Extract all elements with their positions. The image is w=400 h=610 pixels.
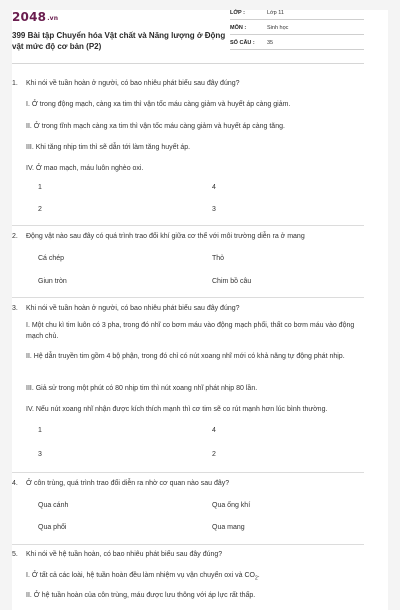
header-divider bbox=[12, 63, 364, 64]
logo-suffix: .vn bbox=[47, 15, 59, 22]
question-text: Khi nói về tuần hoàn ở người, có bao nhiêu phát biểu sau đây đúng? bbox=[26, 305, 240, 312]
statement: I. Ở trong động mạch, càng xa tim thì vận tốc máu càng giảm và huyết áp càng giảm. bbox=[26, 101, 291, 108]
statement: I. Một chu kì tim luôn có 3 pha, trong đó nhĩ co bơm máu vào động mạch phổi, thất co bơm máu vào động mạch chủ. bbox=[26, 322, 355, 340]
question-text: Động vật nào sau đây có quá trình trao đổi khí giữa cơ thể với môi trường diễn ra ở mang bbox=[26, 233, 305, 240]
site-logo[interactable] bbox=[12, 10, 58, 24]
statement: III. Khi tăng nhịp tim thì sẽ dẫn tới làm tăng huyết áp. bbox=[26, 144, 191, 151]
statement: IV. Ở mao mạch, máu luôn nghèo oxi. bbox=[26, 165, 144, 172]
meta-subject-label: MÔN : bbox=[230, 25, 247, 31]
logo-text: 2048 bbox=[12, 10, 47, 24]
statement: II. Hệ dẫn truyền tim gồm 4 bộ phận, trong đó chỉ có nút xoang nhĩ mới có khả năng tự động phát nhịp. bbox=[26, 353, 345, 360]
answer-option-d[interactable]: Chim bồ câu bbox=[212, 278, 252, 285]
statement: II. Ở trong tĩnh mạch càng xa tim thì vận tốc máu càng giảm và huyết áp càng tăng. bbox=[26, 123, 285, 130]
statement: III. Giả sử trong một phút có 80 nhịp tim thì nút xoang nhĩ phát nhịp 80 lần. bbox=[26, 385, 258, 392]
document-header bbox=[12, 8, 364, 60]
answer-option-a[interactable]: Cá chép bbox=[38, 255, 65, 262]
answer-option-c[interactable]: Giun tròn bbox=[38, 278, 67, 285]
question-number: 5. bbox=[12, 551, 18, 558]
answer-option-c[interactable]: Qua phổi bbox=[38, 524, 67, 531]
question-divider bbox=[12, 544, 364, 545]
question-number: 1. bbox=[12, 80, 18, 87]
statement: II. Ở hệ tuần hoàn của côn trùng, máu được lưu thông với áp lực rất thấp. bbox=[26, 592, 256, 599]
answer-option-b[interactable]: Thỏ bbox=[212, 255, 225, 262]
meta-grade-value: Lớp 11 bbox=[267, 10, 284, 16]
meta-count-label: SỐ CÂU : bbox=[230, 40, 255, 46]
meta-count-value: 35 bbox=[267, 40, 274, 46]
answer-option-d[interactable]: 2 bbox=[212, 451, 216, 458]
answer-option-a[interactable]: Qua cánh bbox=[38, 502, 69, 509]
question-number: 3. bbox=[12, 305, 18, 312]
co2-subscript: 2 bbox=[254, 575, 258, 582]
meta-grade-label: LỚP : bbox=[230, 10, 245, 16]
question-text: Ở côn trùng, quá trình trao đổi diễn ra nhờ cơ quan nào sau đây? bbox=[26, 480, 230, 487]
document-title: 399 Bài tập Chuyển hóa Vật chất và Năng lượng ở Động vật mức độ cơ bản (P2) bbox=[12, 31, 226, 51]
answer-option-b[interactable]: 4 bbox=[212, 427, 216, 434]
meta-subject-value: Sinh học bbox=[267, 25, 289, 31]
question-divider bbox=[12, 225, 364, 226]
meta-grade bbox=[230, 8, 364, 20]
question-number: 4. bbox=[12, 480, 18, 487]
question-text: Khi nói về hệ tuần hoàn, có bao nhiêu phát biểu sau đây đúng? bbox=[26, 551, 223, 558]
answer-option-b[interactable]: 4 bbox=[212, 184, 216, 191]
answer-option-b[interactable]: Qua ống khí bbox=[212, 502, 251, 509]
meta-count bbox=[230, 38, 364, 50]
answer-option-c[interactable]: 2 bbox=[38, 206, 42, 213]
answer-option-a[interactable]: 1 bbox=[38, 427, 42, 434]
statement bbox=[26, 571, 358, 584]
answer-option-c[interactable]: 3 bbox=[38, 451, 42, 458]
statement-text: I. Ở tất cả các loài, hệ tuần hoàn đều làm nhiệm vụ vận chuyển oxi và CO bbox=[26, 572, 255, 579]
question-divider bbox=[12, 297, 364, 298]
question-divider bbox=[12, 472, 364, 473]
statement: IV. Nếu nút xoang nhĩ nhận được kích thích mạnh thì cơ tim sẽ co rút mạnh hơn lúc bình thường. bbox=[26, 406, 328, 413]
meta-subject bbox=[230, 23, 364, 35]
statement-period: . bbox=[257, 572, 260, 579]
document-meta bbox=[230, 8, 364, 53]
answer-option-a[interactable]: 1 bbox=[38, 184, 42, 191]
question-text: Khi nói về tuần hoàn ở người, có bao nhiêu phát biểu sau đây đúng? bbox=[26, 80, 240, 87]
answer-option-d[interactable]: 3 bbox=[212, 206, 216, 213]
answer-option-d[interactable]: Qua mang bbox=[212, 524, 245, 531]
question-number: 2. bbox=[12, 233, 18, 240]
